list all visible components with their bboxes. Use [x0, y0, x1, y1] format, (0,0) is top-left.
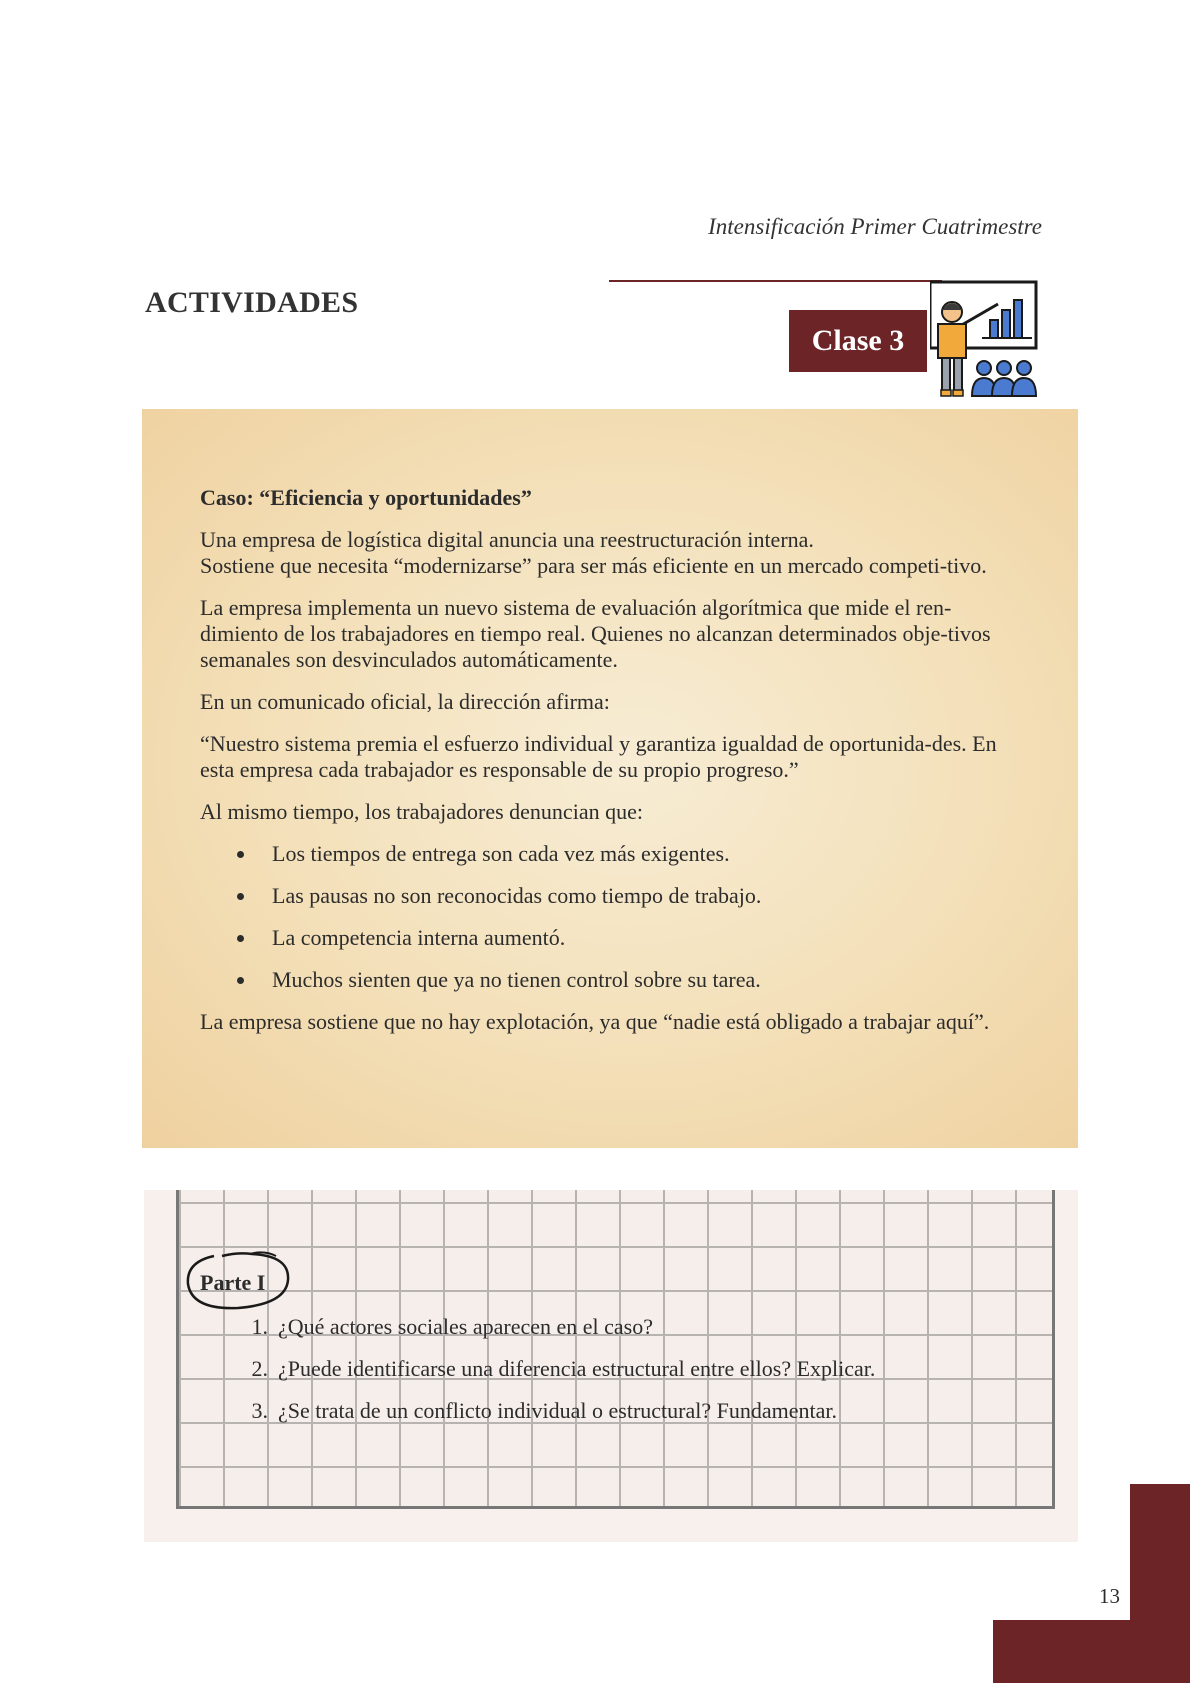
- question-text: ¿Qué actores sociales aparecen en el caso?: [278, 1314, 653, 1339]
- complaint-list: [200, 841, 1025, 993]
- header-subtitle: Intensificación Primer Cuatrimestre: [708, 214, 1042, 239]
- clase-badge: Clase 3: [789, 310, 927, 372]
- section-title: ACTIVIDADES: [145, 286, 359, 319]
- question-number: 1.: [251, 1314, 268, 1339]
- list-item: [200, 925, 1025, 951]
- case-paragraph-1-line-1: Una empresa de logística digital anuncia una reestructuración interna.: [200, 527, 814, 552]
- question-list: [234, 1314, 875, 1440]
- bullet-icon: [237, 851, 244, 858]
- bullet-icon: [237, 977, 244, 984]
- question-item: [234, 1356, 875, 1382]
- list-item: [200, 841, 1025, 867]
- case-paragraph-3: En un comunicado oficial, la dirección afirma:: [200, 689, 610, 714]
- list-item-text: Los tiempos de entrega son cada vez más exigentes.: [272, 841, 730, 866]
- case-paragraph-5: Al mismo tiempo, los trabajadores denuncian que:: [200, 799, 643, 824]
- bullet-icon: [237, 935, 244, 942]
- question-number: 3.: [251, 1398, 268, 1423]
- case-content: [200, 485, 1025, 1051]
- list-item-text: La competencia interna aumentó.: [272, 925, 566, 950]
- teacher-presentation-icon: [930, 280, 1040, 400]
- question-item: [234, 1398, 875, 1424]
- case-conclusion: La empresa sostiene que no hay explotación, ya que “nadie está obligado a trabajar aquí”.: [200, 1009, 990, 1034]
- header-rule: [609, 280, 942, 282]
- case-box: [142, 409, 1078, 1148]
- list-item: [200, 967, 1025, 993]
- list-item-text: Las pausas no son reconocidas como tiempo de trabajo.: [272, 883, 762, 908]
- page-number: 13: [1099, 1584, 1120, 1608]
- case-title: Caso: “Eficiencia y oportunidades”: [200, 485, 532, 510]
- case-quote: “Nuestro sistema premia el esfuerzo individual y garantiza igualdad de oportunida-des. En esta empresa cada trabajador es responsable de su propio progreso.”: [200, 731, 997, 782]
- question-text: ¿Puede identificarse una diferencia estructural entre ellos? Explicar.: [278, 1356, 876, 1381]
- case-paragraph-1: [200, 527, 1025, 579]
- question-text: ¿Se trata de un conflicto individual o estructural? Fundamentar.: [278, 1398, 837, 1423]
- list-item: [200, 883, 1025, 909]
- case-paragraph-1-line-2: Sostiene que necesita “modernizarse” para ser más eficiente en un mercado competi-tivo.: [200, 553, 987, 578]
- case-paragraph-2: La empresa implementa un nuevo sistema de evaluación algorítmica que mide el ren-dimiento de los trabajadores en tiempo real. Quienes no alcanzan determinados obje-tivos semanales son desvinculados automáticamente.: [200, 595, 991, 672]
- bullet-icon: [237, 893, 244, 900]
- corner-decoration-horizontal: [993, 1620, 1190, 1683]
- list-item-text: Muchos sienten que ya no tienen control sobre su tarea.: [272, 967, 761, 992]
- parte-label: Parte I: [200, 1270, 266, 1295]
- questions-box: [144, 1190, 1078, 1542]
- question-item: [234, 1314, 875, 1340]
- question-number: 2.: [251, 1356, 268, 1381]
